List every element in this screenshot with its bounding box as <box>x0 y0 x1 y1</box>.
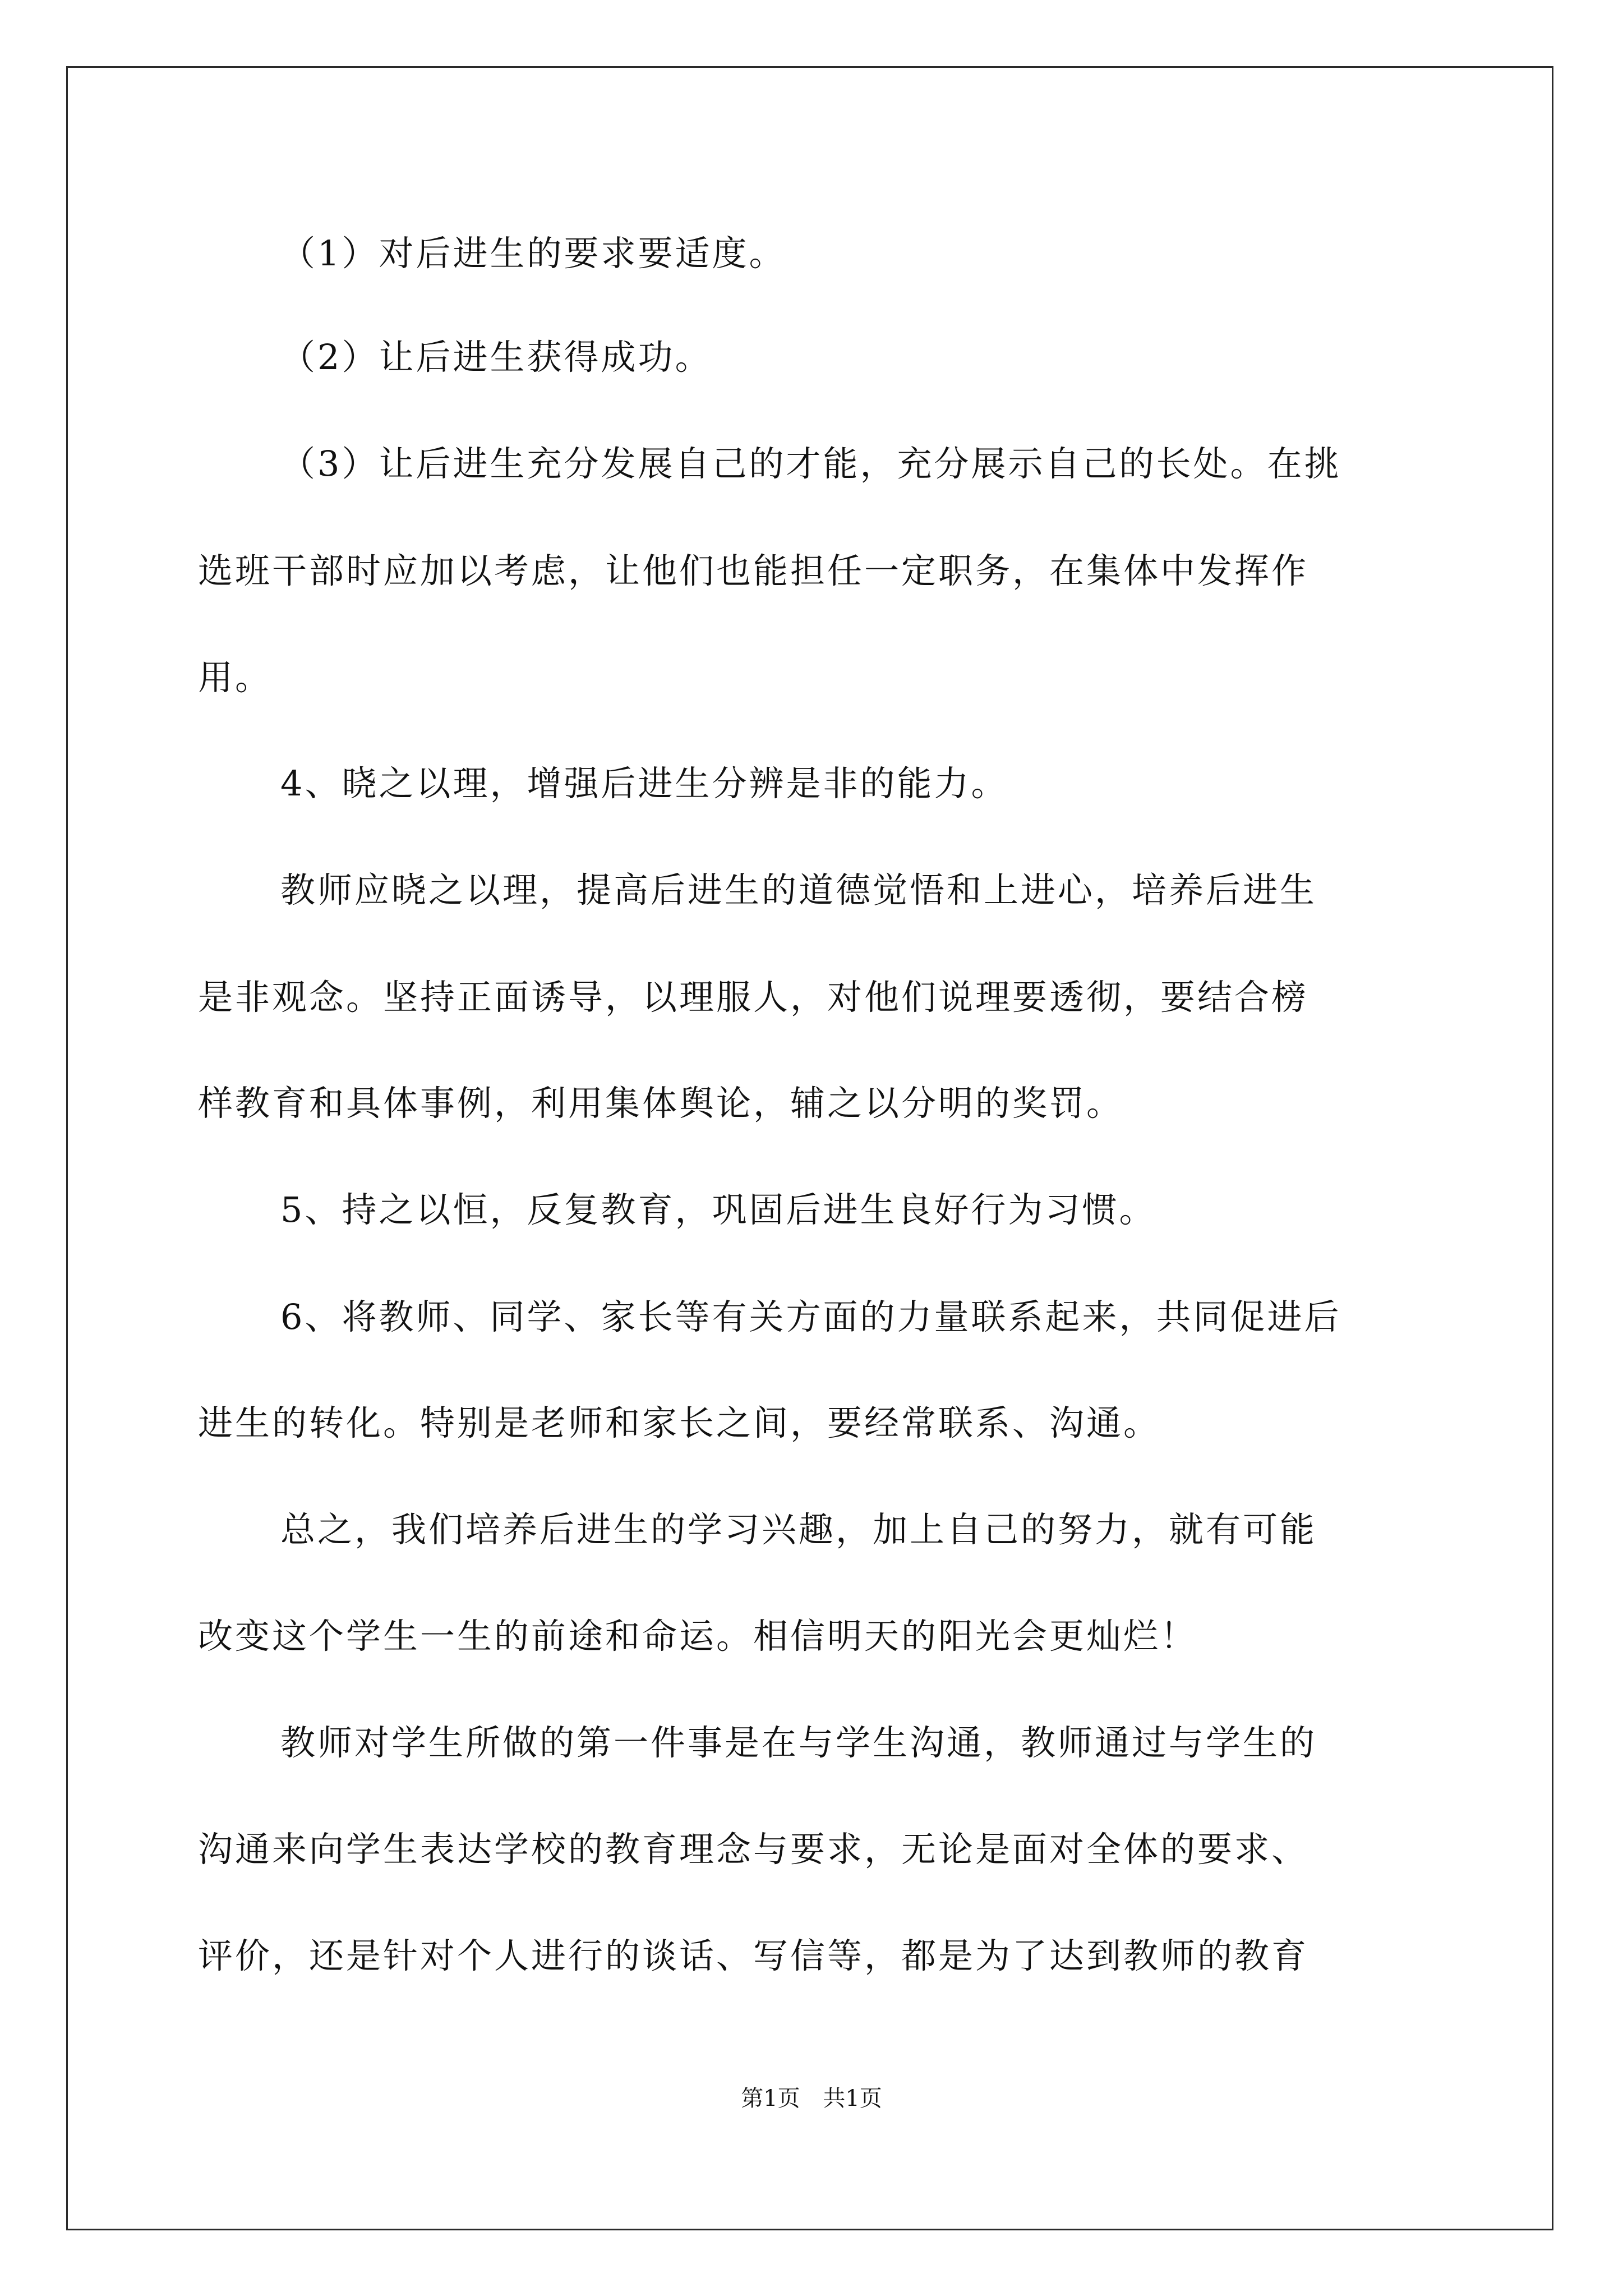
page-border <box>66 66 1553 2230</box>
paragraph-line: 样教育和具体事例，利用集体舆论，辅之以分明的奖罚。 <box>198 1083 1124 1124</box>
paragraph-line: 总之，我们培养后进生的学习兴趣，加上自己的努力，就有可能 <box>280 1509 1317 1550</box>
paragraph-line: 用。 <box>198 657 273 698</box>
paragraph-line: 4、晓之以理，增强后进生分辨是非的能力。 <box>280 763 1008 804</box>
paragraph-line: 选班干部时应加以考虑，让他们也能担任一定职务，在集体中发挥作 <box>198 550 1309 591</box>
paragraph-line: 6、将教师、同学、家长等有关方面的力量联系起来，共同促进后 <box>280 1296 1341 1337</box>
paragraph-line: 教师应晓之以理，提高后进生的道德觉悟和上进心，培养后进生 <box>280 869 1317 910</box>
paragraph-line: 是非观念。坚持正面诱导，以理服人，对他们说理要透彻，要结合榜 <box>198 977 1309 1018</box>
paragraph-line: 进生的转化。特别是老师和家长之间，要经常联系、沟通。 <box>198 1402 1161 1443</box>
paragraph-line: 教师对学生所做的第一件事是在与学生沟通，教师通过与学生的 <box>280 1722 1317 1763</box>
paragraph-line: 改变这个学生一生的前途和命运。相信明天的阳光会更灿烂！ <box>198 1616 1198 1657</box>
page-number: 第1页 <box>741 2086 800 2111</box>
page-footer <box>0 2085 1623 2113</box>
paragraph-line: 沟通来向学生表达学校的教育理念与要求，无论是面对全体的要求、 <box>198 1829 1309 1870</box>
paragraph-line: （2）让后进生获得成功。 <box>280 337 712 378</box>
page-total: 共1页 <box>823 2086 882 2111</box>
paragraph-line: （3）让后进生充分发展自己的才能，充分展示自己的长处。在挑 <box>280 443 1341 484</box>
paragraph-line: 评价，还是针对个人进行的谈话、写信等，都是为了达到教师的教育 <box>198 1935 1309 1976</box>
paragraph-line: 5、持之以恒，反复教育，巩固后进生良好行为习惯。 <box>280 1189 1156 1230</box>
paragraph-line: （1）对后进生的要求要适度。 <box>280 233 786 274</box>
